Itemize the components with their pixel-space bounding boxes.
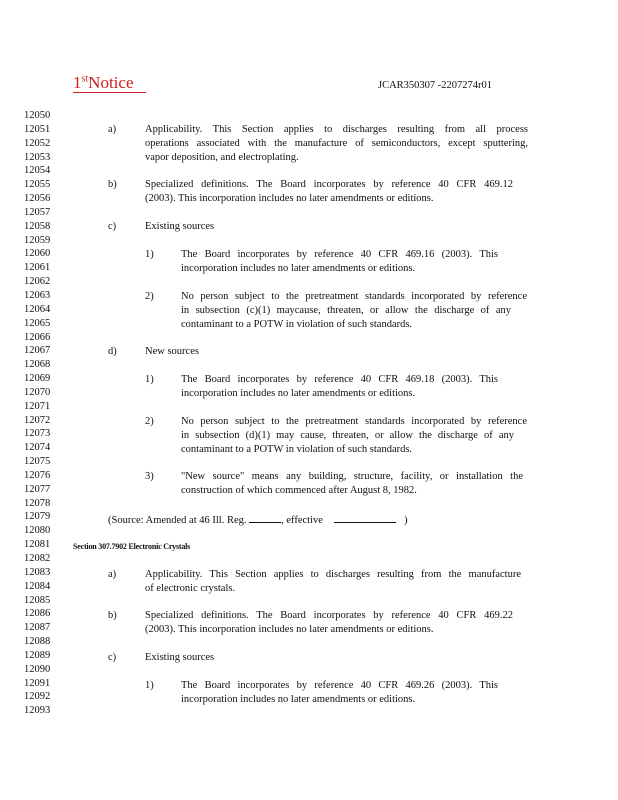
document-id: JCAR350307 -2207274r01 bbox=[378, 80, 493, 91]
section2-item-a-label: a) bbox=[108, 569, 117, 580]
item-c1-line-2: incorporation includes no later amendments or editions. bbox=[181, 263, 416, 274]
source-note bbox=[108, 512, 408, 528]
item-d3-label: 3) bbox=[145, 471, 154, 482]
line-number: 12067 bbox=[24, 345, 51, 357]
item-c2-line-3: contaminant to a POTW in violation of such standards. bbox=[181, 319, 413, 330]
effective-date-blank bbox=[334, 512, 396, 523]
line-number: 12066 bbox=[24, 331, 51, 343]
item-c2-line-2: in subsection (c)(1) maycause, threaten, or allow the discharge of any bbox=[181, 305, 511, 316]
item-d1-label: 1) bbox=[145, 374, 154, 385]
section2-item-c1-line-2: incorporation includes no later amendments or editions. bbox=[181, 694, 416, 705]
line-number: 12068 bbox=[24, 359, 51, 371]
line-number: 12063 bbox=[24, 289, 51, 301]
line-number: 12093 bbox=[24, 705, 51, 717]
line-number: 12061 bbox=[24, 262, 51, 274]
line-number: 12076 bbox=[24, 469, 51, 481]
item-a-line-1: Applicability. This Section applies to discharges resulting from all process bbox=[145, 124, 528, 135]
line-number: 12069 bbox=[24, 373, 51, 385]
line-number: 12079 bbox=[24, 511, 51, 523]
line-number: 12077 bbox=[24, 483, 51, 495]
item-d1-line-2: incorporation includes no later amendments or editions. bbox=[181, 388, 416, 399]
line-number: 12054 bbox=[24, 165, 51, 177]
notice-underline bbox=[73, 73, 146, 93]
section2-item-b-label: b) bbox=[108, 610, 117, 621]
section2-item-c1-label: 1) bbox=[145, 680, 154, 691]
line-number: 12091 bbox=[24, 677, 51, 689]
line-number: 12092 bbox=[24, 691, 51, 703]
line-number: 12056 bbox=[24, 193, 51, 205]
item-a-label: a) bbox=[108, 124, 117, 135]
item-c-label: c) bbox=[108, 221, 117, 232]
line-number: 12087 bbox=[24, 622, 51, 634]
section2-item-c-title: Existing sources bbox=[145, 652, 215, 663]
item-d2-label: 2) bbox=[145, 416, 154, 427]
item-c1-line-1: The Board incorporates by reference 40 CFR 469.16 (2003). This bbox=[181, 249, 498, 260]
source-prefix: (Source: Amended at 46 Ill. Reg. bbox=[108, 515, 247, 526]
line-number: 12081 bbox=[24, 539, 51, 551]
line-number: 12057 bbox=[24, 206, 51, 218]
line-number: 12090 bbox=[24, 663, 51, 675]
line-number: 12053 bbox=[24, 151, 51, 163]
source-effective: , effective bbox=[281, 515, 323, 526]
line-number: 12070 bbox=[24, 386, 51, 398]
notice-number: 1 bbox=[73, 73, 82, 92]
section-heading: Section 307.7902 Electronic Crystals bbox=[73, 542, 191, 551]
item-d-label: d) bbox=[108, 346, 117, 357]
item-c2-line-1: No person subject to the pretreatment standards incorporated by reference bbox=[181, 291, 527, 302]
source-close: ) bbox=[404, 515, 408, 526]
item-a-line-3: vapor deposition, and electroplating. bbox=[145, 152, 299, 163]
notice-header bbox=[73, 73, 146, 93]
line-number: 12086 bbox=[24, 608, 51, 620]
line-number: 12058 bbox=[24, 220, 51, 232]
item-d1-line-1: The Board incorporates by reference 40 CFR 469.18 (2003). This bbox=[181, 374, 498, 385]
section2-item-c1-line-1: The Board incorporates by reference 40 CFR 469.26 (2003). This bbox=[181, 680, 498, 691]
line-number: 12084 bbox=[24, 580, 51, 592]
section2-item-a-line-2: of electronic crystals. bbox=[145, 583, 236, 594]
line-number: 12089 bbox=[24, 649, 51, 661]
line-number: 12059 bbox=[24, 234, 51, 246]
notice-superscript: st bbox=[81, 73, 89, 85]
register-page-blank bbox=[249, 512, 281, 523]
line-number: 12064 bbox=[24, 303, 51, 315]
line-number: 12082 bbox=[24, 553, 51, 564]
section2-item-b-line-2: (2003). This incorporation includes no later amendments or editions. bbox=[145, 624, 434, 635]
line-number: 12051 bbox=[24, 123, 51, 135]
line-number: 12083 bbox=[24, 566, 51, 578]
line-number: 12055 bbox=[24, 179, 51, 191]
item-a-line-2: operations associated with the manufacture of semiconductors, except sputtering, bbox=[145, 138, 528, 149]
item-d2-line-3: contaminant to a POTW in violation of such standards. bbox=[181, 444, 413, 455]
item-b-line-1: Specialized definitions. The Board incorporates by reference 40 CFR 469.12 bbox=[145, 179, 513, 190]
item-c1-label: 1) bbox=[145, 249, 154, 260]
section2-item-b-line-1: Specialized definitions. The Board incorporates by reference 40 CFR 469.22 bbox=[145, 610, 513, 621]
item-d2-line-1: No person subject to the pretreatment standards incorporated by reference bbox=[181, 416, 527, 427]
line-number: 12074 bbox=[24, 442, 51, 454]
item-c-title: Existing sources bbox=[145, 221, 215, 232]
line-number: 12075 bbox=[24, 456, 51, 468]
line-number: 12065 bbox=[24, 317, 51, 329]
item-d-title: New sources bbox=[145, 346, 199, 357]
section2-item-c-label: c) bbox=[108, 652, 117, 663]
line-number: 12072 bbox=[24, 414, 51, 426]
item-c2-label: 2) bbox=[145, 291, 154, 302]
line-number: 12060 bbox=[24, 248, 51, 260]
item-d3-line-1: "New source" means any building, structure, facility, or installation the bbox=[181, 471, 523, 482]
line-number: 12085 bbox=[24, 594, 51, 606]
item-d3-line-2: construction of which commenced after August 8, 1982. bbox=[181, 485, 417, 496]
line-number: 12078 bbox=[24, 497, 51, 509]
line-number-column bbox=[24, 109, 50, 718]
line-number: 12062 bbox=[24, 276, 51, 288]
item-b-line-2: (2003). This incorporation includes no later amendments or editions. bbox=[145, 193, 434, 204]
item-b-label: b) bbox=[108, 179, 117, 190]
notice-word: Notice bbox=[88, 73, 134, 92]
line-number: 12071 bbox=[24, 400, 51, 412]
line-number: 12073 bbox=[24, 428, 51, 440]
line-number: 12052 bbox=[24, 137, 51, 149]
line-number: 12050 bbox=[24, 110, 51, 121]
section2-item-a-line-1: Applicability. This Section applies to discharges resulting from the manufacture bbox=[145, 569, 521, 580]
line-number: 12088 bbox=[24, 636, 51, 648]
item-d2-line-2: in subsection (d)(1) may cause, threaten, or allow the discharge of any bbox=[181, 430, 514, 441]
line-number: 12080 bbox=[24, 525, 51, 537]
